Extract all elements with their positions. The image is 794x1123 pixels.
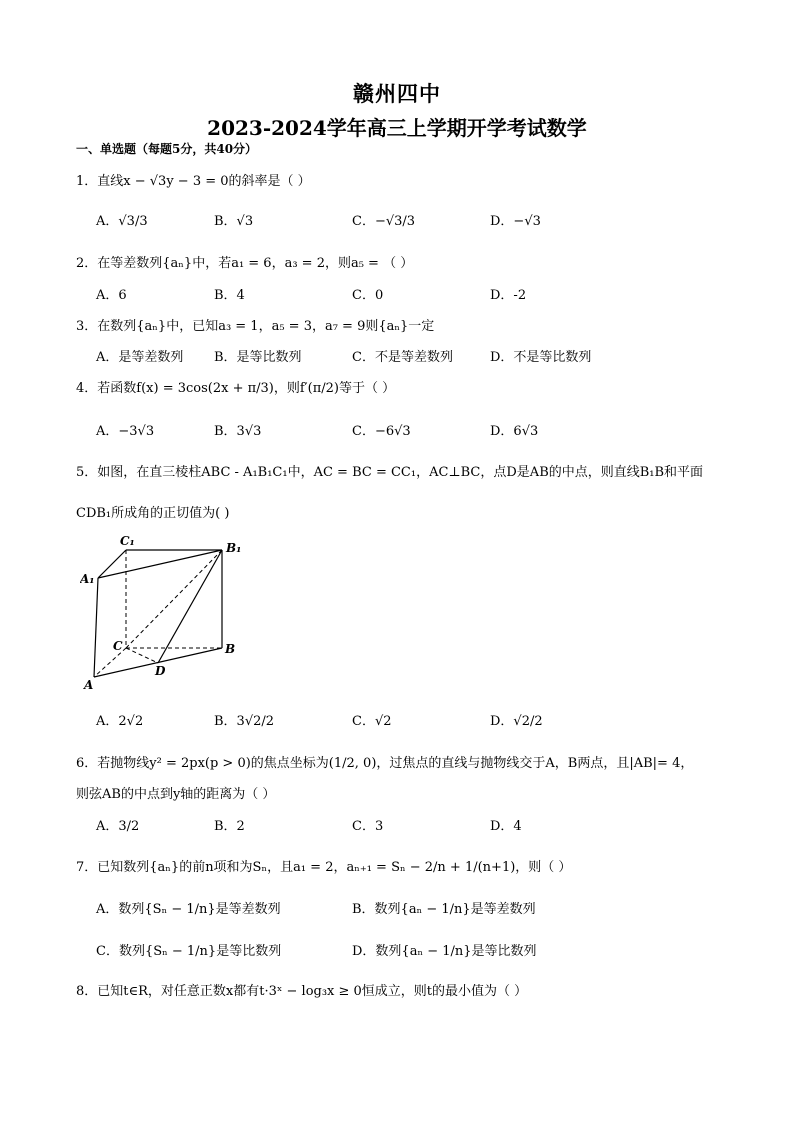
q7-option-b: B．数列{aₙ − 1/n}是等差数列 bbox=[352, 902, 536, 917]
q5-option-c: C．√2 bbox=[352, 714, 392, 729]
q1-option-a: A．√3/3 bbox=[96, 214, 148, 229]
triangular-prism-diagram bbox=[80, 532, 250, 692]
question-2-stem: 2．在等差数列{aₙ}中，若a₁ = 6，a₃ = 2，则a₅ = （ ） bbox=[76, 256, 414, 271]
q5-option-d: D．√2/2 bbox=[490, 714, 543, 729]
q6-option-a: A．3/2 bbox=[96, 819, 140, 834]
q4-option-c: C．−6√3 bbox=[352, 424, 411, 439]
q2-option-b: B．4 bbox=[214, 288, 245, 303]
q5-option-b: B．3√2/2 bbox=[214, 714, 275, 729]
q3-option-d: D．不是等比数列 bbox=[490, 350, 592, 365]
prism-figure bbox=[80, 532, 250, 696]
q4-option-b: B．3√3 bbox=[214, 424, 262, 439]
q1-option-d: D．−√3 bbox=[490, 214, 541, 229]
question-4-stem: 4．若函数f(x) = 3cos(2x + π/3)，则f′(π/2)等于（ ） bbox=[76, 381, 396, 396]
question-1-stem: 1．直线x − √3y − 3 = 0的斜率是（ ） bbox=[76, 174, 311, 189]
q6-option-c: C．3 bbox=[352, 819, 384, 834]
label-c1: C₁ bbox=[120, 534, 135, 548]
q3-option-b: B．是等比数列 bbox=[214, 350, 302, 365]
school-title: 赣州四中 bbox=[353, 81, 441, 106]
q6-option-b: B．2 bbox=[214, 819, 245, 834]
q3-option-a: A．是等差数列 bbox=[96, 350, 184, 365]
q4-option-d: D．6√3 bbox=[490, 424, 539, 439]
q4-option-a: A．−3√3 bbox=[96, 424, 155, 439]
label-a1: A₁ bbox=[80, 572, 95, 586]
q1-option-b: B．√3 bbox=[214, 214, 254, 229]
label-b: B bbox=[225, 642, 236, 656]
section-heading: 一、单选题（每题5分，共40分） bbox=[76, 142, 258, 156]
question-8-stem: 8．已知t∈R，对任意正数x都有t·3ˣ − log₃x ≥ 0恒成立，则t的最小值为（ ） bbox=[76, 984, 528, 999]
label-b1: B₁ bbox=[226, 541, 242, 555]
question-6-stem-cont: 则弦AB的中点到y轴的距离为（ ） bbox=[76, 787, 276, 802]
question-3-stem: 3．在数列{aₙ}中，已知a₃ = 1，a₅ = 3，a₇ = 9则{aₙ}一定 bbox=[76, 319, 435, 334]
q5-option-a: A．2√2 bbox=[96, 714, 144, 729]
question-5-stem: 5．如图，在直三棱柱ABC - A₁B₁C₁中，AC = BC = CC₁，AC⊥BC，点D是AB的中点，则直线B₁B和平面 bbox=[76, 465, 704, 480]
label-d: D bbox=[155, 664, 166, 678]
q2-option-a: A．6 bbox=[96, 288, 127, 303]
question-6-stem: 6．若抛物线y² = 2px(p > 0)的焦点坐标为(1/2, 0)，过焦点的直线与抛物线交于A，B两点，且|AB|= 4， bbox=[76, 756, 694, 771]
q2-option-c: C．0 bbox=[352, 288, 384, 303]
exam-title: 2023-2024学年高三上学期开学考试数学 bbox=[207, 116, 587, 140]
q7-option-d: D．数列{aₙ − 1/n}是等比数列 bbox=[352, 944, 537, 959]
question-7-stem: 7．已知数列{aₙ}的前n项和为Sₙ，且a₁ = 2，aₙ₊₁ = Sₙ − 2/n + 1/(n+1)，则（ ） bbox=[76, 860, 572, 875]
q1-option-c: C．−√3/3 bbox=[352, 214, 416, 229]
q7-option-a: A．数列{Sₙ − 1/n}是等差数列 bbox=[96, 902, 281, 917]
q3-option-c: C．不是等差数列 bbox=[352, 350, 453, 365]
label-c: C bbox=[113, 639, 123, 653]
label-a: A bbox=[84, 678, 94, 692]
q7-option-c: C．数列{Sₙ − 1/n}是等比数列 bbox=[96, 944, 282, 959]
question-5-stem-cont: CDB₁所成角的正切值为( ) bbox=[76, 506, 230, 521]
q2-option-d: D．-2 bbox=[490, 288, 527, 303]
q6-option-d: D．4 bbox=[490, 819, 522, 834]
